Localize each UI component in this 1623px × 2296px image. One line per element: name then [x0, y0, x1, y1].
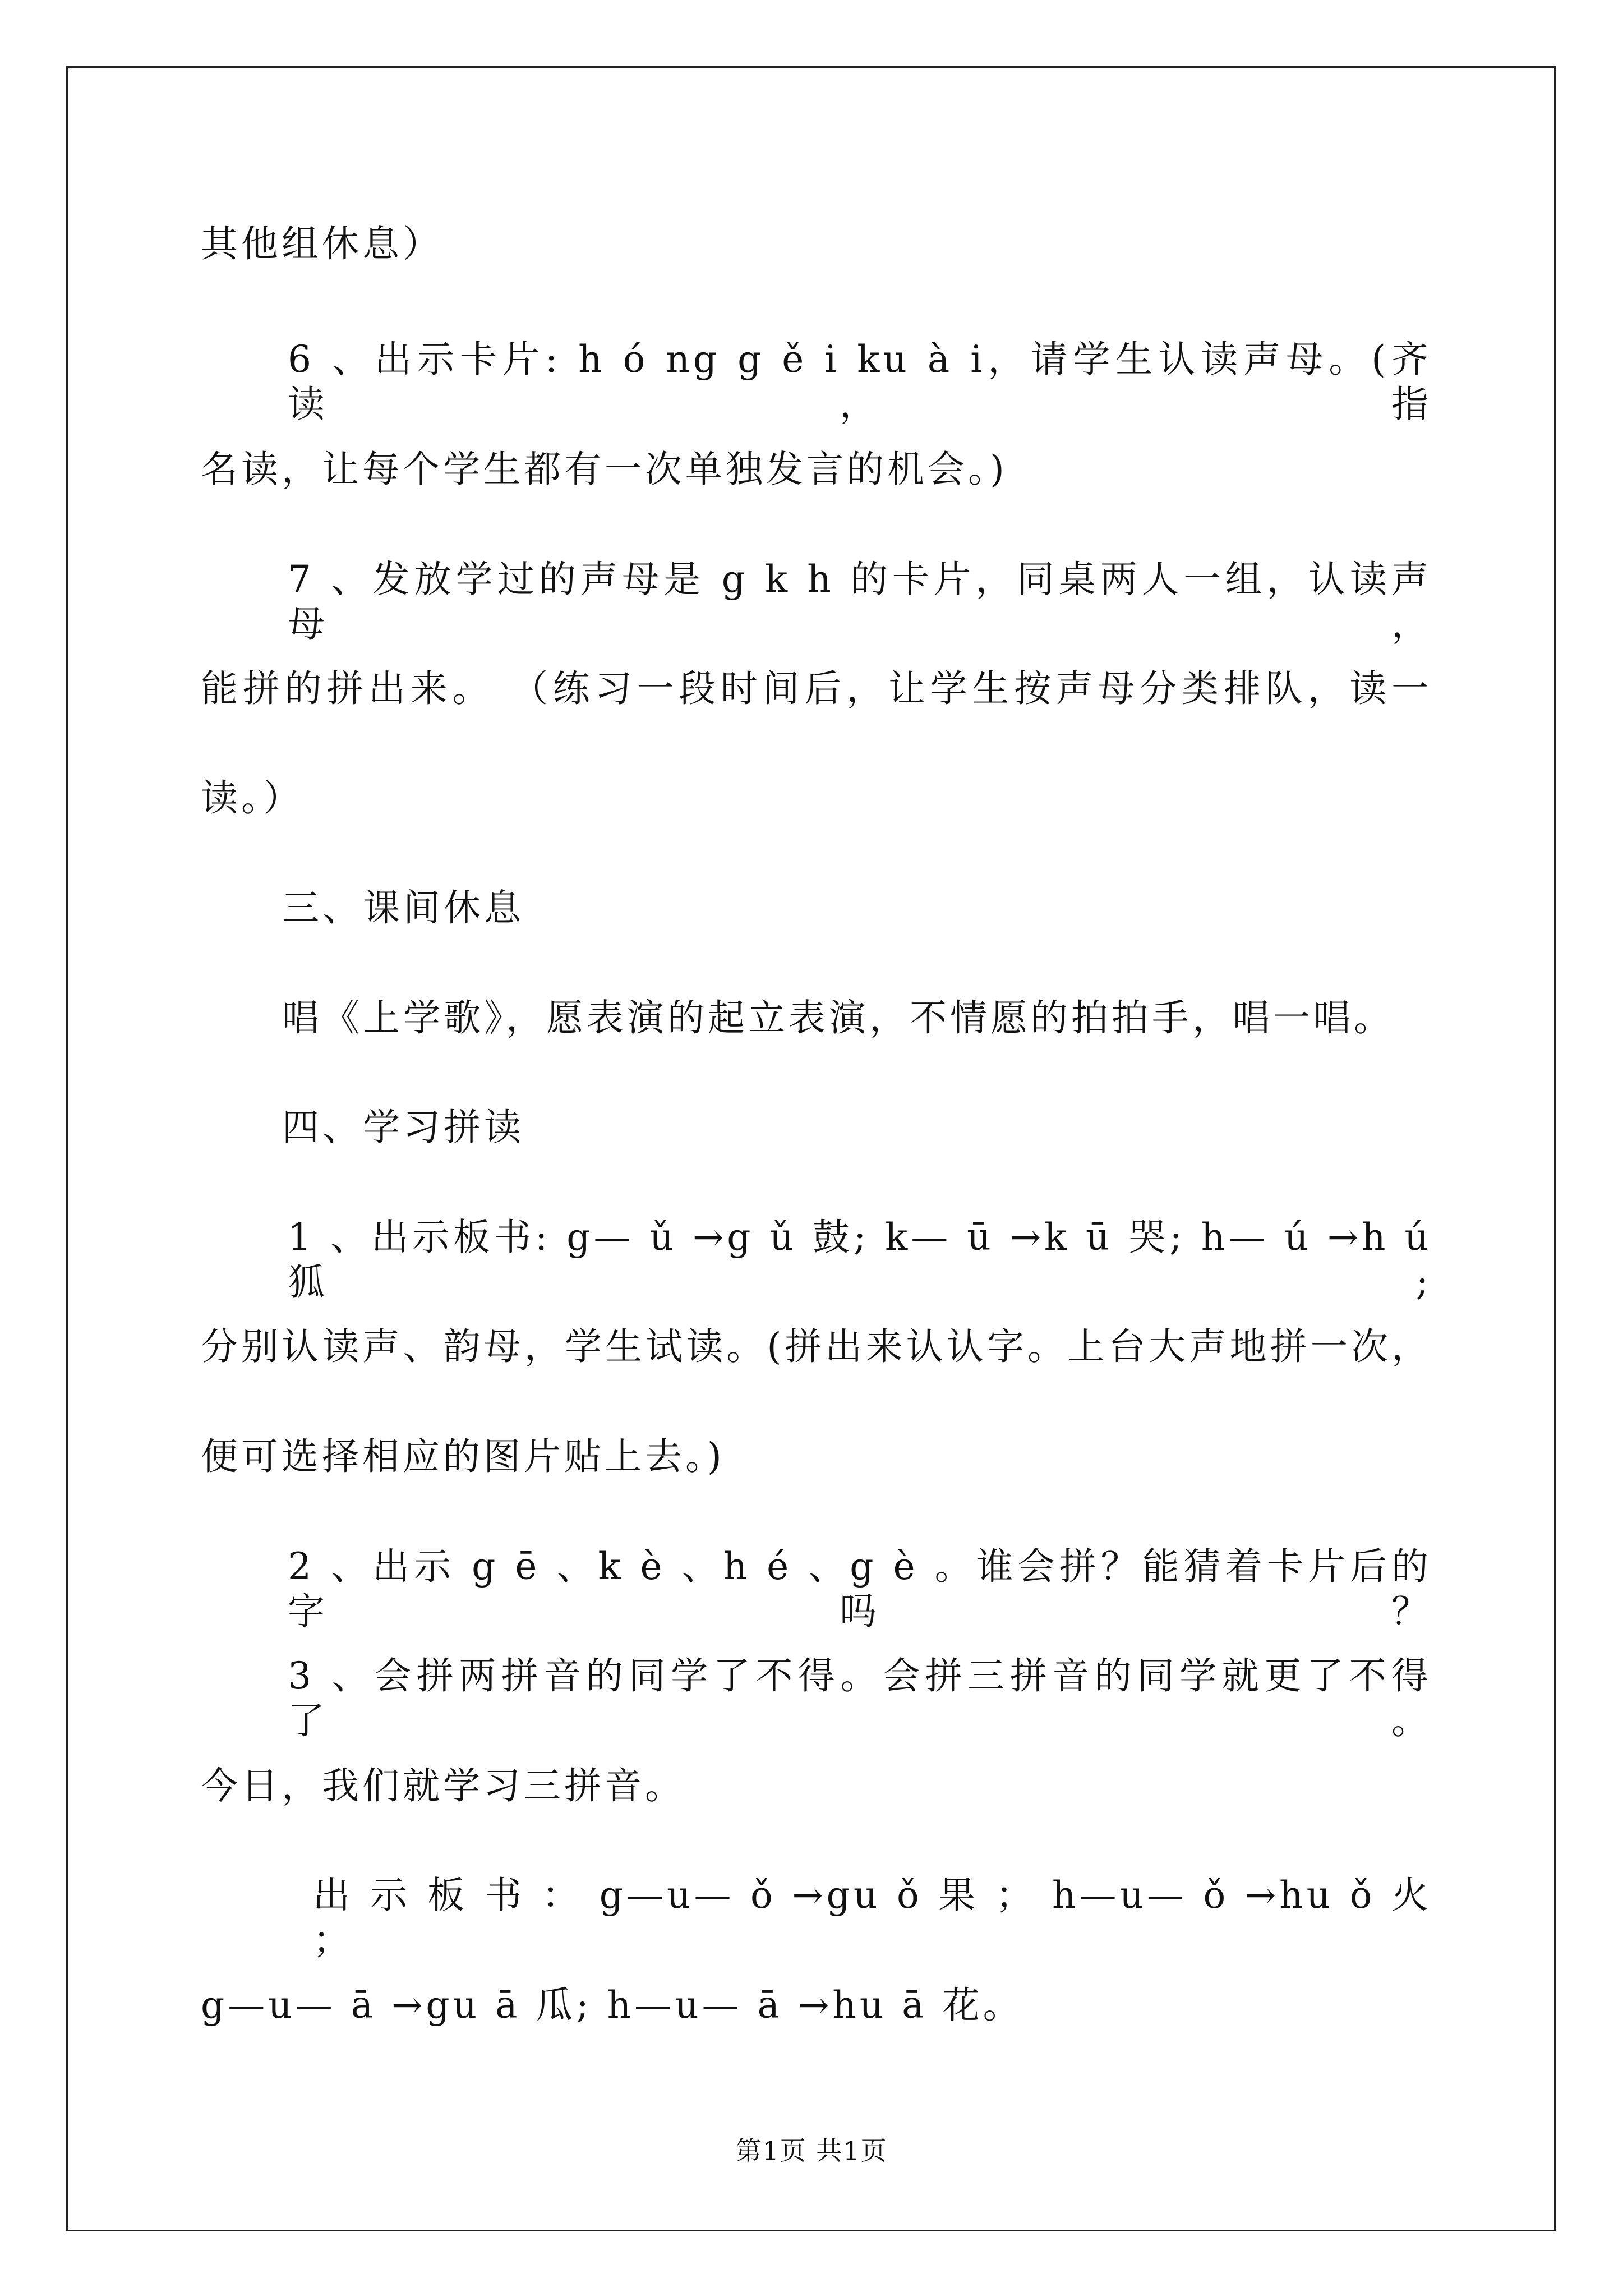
text-line-10: 1 、出示板书: g— ǔ →g ǔ 鼓; k— ū →k ū 哭; h— ú →h ú 狐;: [288, 1216, 1432, 1304]
text-line-16: 出 示 板 书 ： g—u— ǒ →gu ǒ 果 ； h—u— ǒ →hu ǒ 火 ；: [313, 1874, 1432, 1962]
text-line-14: 3 、会拼两拼音的同学了不得。会拼三拼音的同学就更了不得了。: [288, 1654, 1432, 1742]
text-line-13: 2 、出示 g ē 、k è 、h é 、g è 。谁会拼？能猜着卡片后的字吗？: [288, 1545, 1432, 1633]
text-line-17: g—u— ā →gu ā 瓜; h—u— ā →hu ā 花。: [201, 1984, 1023, 2027]
text-line-4: 7 、发放学过的声母是 g k h 的卡片，同桌两人一组，认读声母，: [288, 558, 1432, 646]
text-line-11: 分别认读声、韵母，学生试读。(拼出来认认字。上台大声地拼一次，: [201, 1325, 1432, 1368]
section-heading-reading: 四、学习拼读: [282, 1106, 524, 1149]
text-line-2: 6 、出示卡片: h ó ng g ě i ku à i，请学生认读声母。(齐读，指: [288, 338, 1432, 426]
text-line-3: 名读，让每个学生都有一次单独发言的机会。): [201, 448, 1008, 491]
page-footer: 第1页 共1页: [735, 2136, 888, 2166]
section-heading-break: 三、课间休息: [282, 886, 524, 930]
text-line-6: 读。）: [201, 776, 303, 820]
text-line-5: 能拼的拼出来。 （练习一段时间后，让学生按声母分类排队，读一: [201, 667, 1432, 710]
text-line-1: 其他组休息）: [201, 222, 443, 265]
text-line-15: 今日，我们就学习三拼音。: [201, 1764, 685, 1807]
text-line-12: 便可选择相应的图片贴上去。): [201, 1435, 725, 1478]
text-line-8: 唱《上学歌》，愿表演的起立表演，不情愿的拍拍手，唱一唱。: [282, 996, 1394, 1039]
